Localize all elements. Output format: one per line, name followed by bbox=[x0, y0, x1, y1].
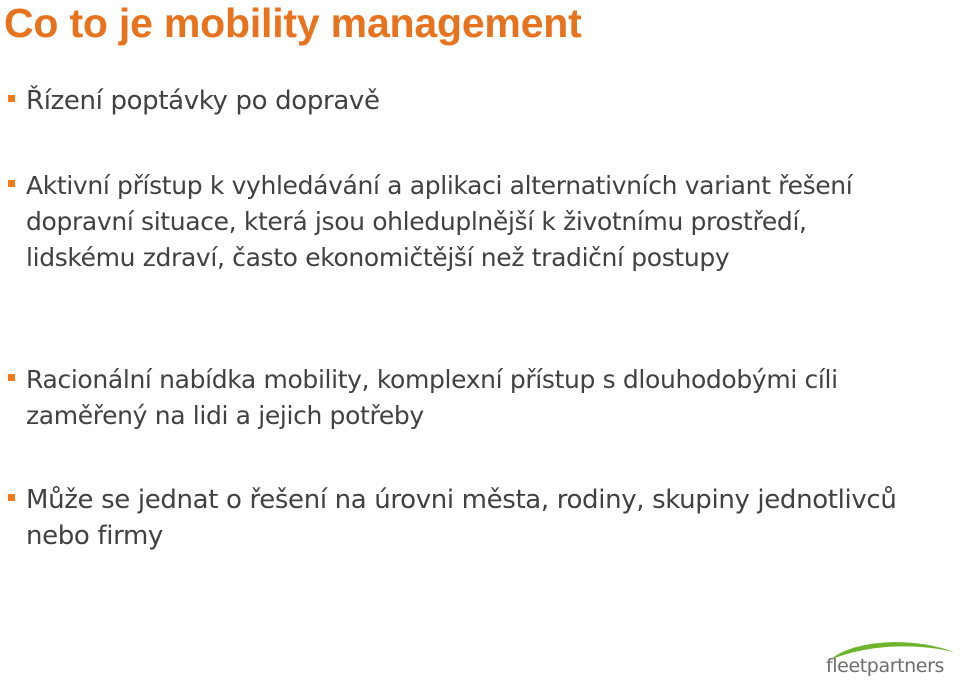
square-bullet-icon bbox=[8, 95, 15, 102]
bullet-text: Může se jednat o řešení na úrovni města, rodiny, skupiny jednotlivců nebo firmy bbox=[26, 485, 897, 551]
bullet-text: Řízení poptávky po dopravě bbox=[26, 86, 380, 116]
slide-title: Co to je mobility management bbox=[4, 0, 582, 46]
logo-text-fleet: fleet bbox=[826, 655, 867, 677]
bullet-item bbox=[8, 83, 913, 119]
bullet-item bbox=[8, 362, 913, 434]
bullet-item bbox=[8, 168, 913, 276]
square-bullet-icon bbox=[8, 374, 15, 381]
square-bullet-icon bbox=[8, 494, 15, 501]
logo-text-partners: partners bbox=[866, 655, 945, 677]
bullet-text: Racionální nabídka mobility, komplexní přístup s dlouhodobými cíli zaměřený na lidi a jejich potřeby bbox=[26, 365, 838, 430]
bullet-item bbox=[8, 482, 913, 554]
fleetpartners-logo bbox=[822, 638, 956, 688]
logo-wordmark bbox=[826, 654, 944, 678]
bullet-text: Aktivní přístup k vyhledávání a aplikaci alternativních variant řešení dopravní situace, která jsou ohleduplnější k životnímu prostředí, lidskému zdraví, často ekonomičtější než tradiční postupy bbox=[26, 171, 853, 272]
square-bullet-icon bbox=[8, 180, 15, 187]
